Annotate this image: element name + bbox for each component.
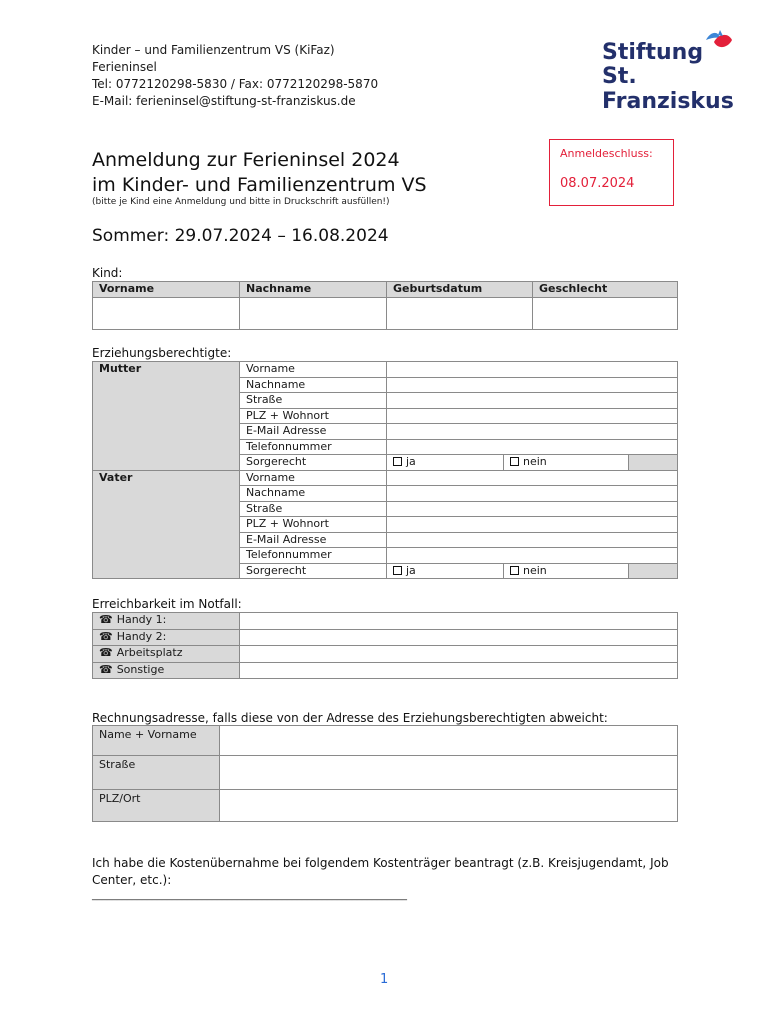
- page-number: 1: [380, 972, 389, 987]
- emergency-table: [92, 612, 678, 679]
- guardian-field-label: Sorgerecht: [240, 563, 387, 579]
- guardian-field-label: E-Mail Adresse: [240, 424, 387, 440]
- guardian-field-label: E-Mail Adresse: [240, 532, 387, 548]
- yes-label: ja: [406, 563, 416, 577]
- guardian-father-label: Vater: [93, 470, 240, 579]
- bird-logo-icon: [704, 28, 734, 54]
- guardian-field-label: Telefonnummer: [240, 548, 387, 564]
- guardian-input-field[interactable]: [387, 517, 678, 533]
- billing-label: Straße: [93, 756, 220, 790]
- sorgerecht-spacer: [629, 455, 678, 471]
- guardian-input-field[interactable]: [387, 362, 678, 378]
- title-line2: im Kinder- und Familienzentrum VS: [92, 174, 427, 196]
- billing-input-field[interactable]: [220, 756, 678, 790]
- sorgerecht-yes-option[interactable]: [387, 455, 504, 471]
- emergency-label: Arbeitsplatz: [116, 646, 183, 659]
- guardians-section-label: Erziehungsberechtigte:: [92, 346, 232, 360]
- emergency-input-field[interactable]: [240, 629, 678, 646]
- emergency-section-label: Erreichbarkeit im Notfall:: [92, 597, 242, 611]
- child-section-label: Kind:: [92, 266, 123, 280]
- billing-input-field[interactable]: [220, 790, 678, 822]
- col-geschlecht: Geschlecht: [533, 282, 678, 298]
- org-name: Kinder – und Familienzentrum VS (KiFaz): [92, 43, 335, 57]
- org-address: [92, 42, 378, 110]
- cost-blank-line[interactable]: _______________________________________________________________: [92, 890, 407, 901]
- input-child-geschlecht[interactable]: [533, 298, 678, 330]
- season-dates: Sommer: 29.07.2024 – 16.08.2024: [92, 226, 389, 246]
- phone-icon: ☎: [99, 662, 113, 676]
- col-nachname: Nachname: [240, 282, 387, 298]
- billing-table: [92, 725, 678, 822]
- guardian-row: [93, 470, 678, 486]
- input-child-nachname[interactable]: [240, 298, 387, 330]
- no-label: nein: [523, 455, 547, 468]
- guardian-field-label: PLZ + Wohnort: [240, 408, 387, 424]
- emergency-row: [93, 613, 678, 630]
- guardian-input-field[interactable]: [387, 470, 678, 486]
- phone-icon: ☎: [99, 646, 113, 659]
- checkbox-yes[interactable]: [393, 457, 402, 466]
- org-program: Ferieninsel: [92, 60, 157, 74]
- cost-statement: [92, 855, 692, 904]
- guardian-field-label: Straße: [240, 501, 387, 517]
- billing-row: [93, 756, 678, 790]
- billing-row: [93, 726, 678, 756]
- guardian-input-field[interactable]: [387, 501, 678, 517]
- title-line1: Anmeldung zur Ferieninsel 2024: [92, 149, 400, 171]
- logo-line1: Stiftung: [602, 40, 704, 65]
- guardian-input-field[interactable]: [387, 377, 678, 393]
- emergency-row: [93, 662, 678, 679]
- guardian-field-label: Telefonnummer: [240, 439, 387, 455]
- col-geburtsdatum: Geburtsdatum: [387, 282, 533, 298]
- cost-line1: Ich habe die Kostenübernahme bei folgendem Kostenträger beantragt (z.B. Kreisjugendamt, Job: [92, 856, 669, 870]
- child-table: [92, 281, 678, 330]
- input-child-geburtsdatum[interactable]: [387, 298, 533, 330]
- guardian-field-label: Vorname: [240, 362, 387, 378]
- guardian-input-field[interactable]: [387, 548, 678, 564]
- deadline-box: [549, 139, 674, 206]
- emergency-label-cell: [93, 613, 240, 630]
- emergency-label-cell: [93, 629, 240, 646]
- emergency-row: [93, 629, 678, 646]
- org-email: E-Mail: ferieninsel@stiftung-st-franziskus.de: [92, 94, 356, 108]
- guardian-input-field[interactable]: [387, 393, 678, 409]
- guardian-field-label: PLZ + Wohnort: [240, 517, 387, 533]
- emergency-input-field[interactable]: [240, 646, 678, 663]
- emergency-label-cell: [93, 646, 240, 663]
- billing-row: [93, 790, 678, 822]
- phone-icon: ☎: [99, 629, 113, 643]
- title-note: (bitte je Kind eine Anmeldung und bitte in Druckschrift ausfüllen!): [92, 197, 390, 207]
- guardian-input-field[interactable]: [387, 532, 678, 548]
- page-title: [92, 148, 427, 198]
- billing-input-field[interactable]: [220, 726, 678, 756]
- guardian-input-field[interactable]: [387, 408, 678, 424]
- deadline-date: 08.07.2024: [560, 176, 635, 191]
- guardian-field-label: Nachname: [240, 486, 387, 502]
- emergency-label-cell: [93, 662, 240, 679]
- sorgerecht-yes-option[interactable]: [387, 563, 504, 579]
- input-child-vorname[interactable]: [93, 298, 240, 330]
- checkbox-no[interactable]: [510, 566, 519, 575]
- yes-label: ja: [406, 455, 416, 468]
- stiftung-logo: [600, 28, 750, 114]
- emergency-input-field[interactable]: [240, 662, 678, 679]
- emergency-label: Sonstige: [116, 662, 165, 676]
- deadline-label: Anmeldeschluss:: [560, 147, 653, 160]
- emergency-label: Handy 2:: [116, 629, 167, 643]
- guardian-mother-label: Mutter: [93, 362, 240, 471]
- emergency-row: [93, 646, 678, 663]
- logo-line2: St. Franziskus: [602, 64, 734, 114]
- billing-section-label: Rechnungsadresse, falls diese von der Adresse des Erziehungsberechtigten abweicht:: [92, 711, 608, 725]
- org-phone-fax: Tel: 0772120298-5830 / Fax: 0772120298-5870: [92, 77, 379, 91]
- emergency-label: Handy 1:: [116, 613, 167, 626]
- sorgerecht-no-option[interactable]: [504, 563, 629, 579]
- guardian-field-label: Sorgerecht: [240, 455, 387, 471]
- guardian-input-field[interactable]: [387, 424, 678, 440]
- checkbox-no[interactable]: [510, 457, 519, 466]
- phone-icon: ☎: [99, 613, 113, 626]
- guardian-input-field[interactable]: [387, 439, 678, 455]
- cost-line2: Center, etc.):: [92, 873, 172, 887]
- sorgerecht-spacer: [629, 563, 678, 579]
- no-label: nein: [523, 563, 547, 577]
- guardian-input-field[interactable]: [387, 486, 678, 502]
- guardian-field-label: Nachname: [240, 377, 387, 393]
- sorgerecht-no-option[interactable]: [504, 455, 629, 471]
- checkbox-yes[interactable]: [393, 566, 402, 575]
- billing-label: PLZ/Ort: [93, 790, 220, 822]
- col-vorname: Vorname: [93, 282, 240, 298]
- emergency-input-field[interactable]: [240, 613, 678, 630]
- guardian-field-label: Vorname: [240, 470, 387, 486]
- billing-label: Name + Vorname: [93, 726, 220, 756]
- guardian-row: [93, 362, 678, 378]
- guardian-field-label: Straße: [240, 393, 387, 409]
- guardians-table: [92, 361, 678, 579]
